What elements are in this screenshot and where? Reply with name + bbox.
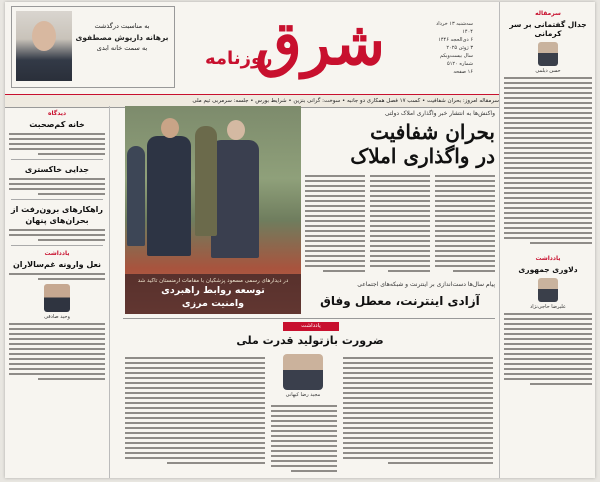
edition-line: ۶ ذی‌الحجه ۱۴۴۶ bbox=[438, 37, 473, 43]
photo-figure bbox=[127, 146, 145, 246]
editorial-author-name: مجید رضا کیهانی bbox=[285, 392, 321, 398]
lead-story-headline bbox=[305, 120, 495, 168]
headline-ticker: سرمقاله امروز: بحران شفافیت • کسب ۱۷ فصل همکاری دو جانبه • سوخت: گرانی بنزین • شرایط بورس • جلسه: سرمربی تیم ملی bbox=[5, 94, 499, 108]
photo-figure bbox=[147, 136, 191, 256]
photo-figure bbox=[161, 118, 179, 138]
lead-story-body bbox=[305, 172, 495, 276]
photo-figure bbox=[195, 126, 217, 236]
logo-main-text: شرق bbox=[255, 9, 385, 79]
left-author-caption: وحید صادقی bbox=[44, 314, 70, 320]
right-caption-1: حسن دیلمی bbox=[535, 68, 561, 74]
edition-info bbox=[425, 20, 473, 76]
left-headline-4: نعل وارونه غم‌سالاران bbox=[12, 260, 102, 269]
right-caption-2: علیرضا حاجی‌نژاد bbox=[530, 304, 566, 310]
editorial-body-left bbox=[125, 354, 265, 424]
main-news-photo bbox=[125, 106, 301, 314]
photo-headline-2: وامنیت مرزی bbox=[181, 298, 245, 309]
left-headline-1: خانه کم‌صحبت bbox=[29, 120, 85, 129]
edition-line: سه‌شنبه ۱۳ خرداد ۱۴۰۴ bbox=[435, 21, 473, 35]
right-title-2: دلاوری جمهوری bbox=[518, 265, 578, 274]
left-author-portrait bbox=[44, 284, 70, 312]
obituary-line1: به مناسبت درگذشت bbox=[94, 22, 150, 30]
obituary-line3: به سمت خانه ابدی bbox=[96, 44, 148, 52]
right-column bbox=[499, 2, 595, 478]
photo-kicker: در دیدارهای رسمی مسعود پزشکیان با مقامات ارمنستان تاکید شد bbox=[137, 278, 289, 284]
editorial-body-right bbox=[343, 354, 493, 424]
second-story-kicker: پیام سال‌ها دست‌اندازی بر اینترنت و شبکه‌های اجتماعی bbox=[357, 281, 495, 288]
edition-line: ۱۶ صفحه bbox=[453, 69, 473, 75]
obituary-text bbox=[74, 21, 170, 54]
obituary-line2: برهانه داریوش مصطفوی bbox=[75, 33, 169, 42]
photo-figure bbox=[227, 120, 245, 140]
edition-line: سال بیست‌ویکم bbox=[439, 53, 473, 59]
right-text-block-1 bbox=[504, 77, 592, 244]
obituary-portrait bbox=[16, 11, 72, 81]
edition-line: شماره ۵۱۲۰ bbox=[447, 61, 473, 67]
photo-headline-1: توسعه روابط راهبردی bbox=[161, 285, 265, 296]
editorial-headline: ضرورت بازتولید قدرت ملی bbox=[236, 334, 384, 347]
photo-caption-box bbox=[125, 274, 301, 314]
newspaper-logo bbox=[175, 8, 425, 86]
left-column bbox=[5, 106, 110, 478]
right-text-block-2 bbox=[504, 313, 592, 385]
newspaper-front-page bbox=[5, 2, 595, 478]
right-portrait-2 bbox=[538, 278, 558, 302]
edition-line: ۳ ژوئن ۲۰۲۵ bbox=[446, 45, 473, 51]
left-tag-note: یادداشت bbox=[44, 250, 70, 257]
editorial-tag: یادداشت bbox=[283, 322, 339, 331]
section-divider bbox=[123, 318, 495, 319]
editorial-author-photo bbox=[283, 354, 323, 390]
lead-headline-line1: بحران شفافیت bbox=[370, 120, 495, 144]
second-story-headline: آزادی اینترنت، معطل وفاق bbox=[320, 294, 480, 308]
right-title-1: جدال گفتمانی بر سر کرمانی bbox=[509, 20, 587, 38]
obituary-box bbox=[11, 6, 175, 88]
left-headline-3: راهکارهای برون‌رفت از بحران‌های پنهان bbox=[10, 205, 104, 225]
left-headline-2: جدایی خاکستری bbox=[24, 165, 90, 174]
lead-headline-line2: در واگذاری املاک bbox=[350, 144, 495, 168]
logo-sub-text: روزنامه bbox=[205, 48, 273, 69]
editorial-body-center bbox=[271, 402, 337, 472]
photo-figure bbox=[211, 140, 259, 258]
right-tag-editorial: سرمقاله bbox=[535, 10, 561, 17]
lead-story-kicker: واکنش‌ها به انتشار خبر واگذاری املاک دولتی bbox=[384, 110, 495, 117]
right-tag-note: یادداشت bbox=[535, 255, 561, 262]
right-portrait-1 bbox=[538, 42, 558, 66]
left-tag-opinion: دیدگاه bbox=[47, 110, 67, 117]
